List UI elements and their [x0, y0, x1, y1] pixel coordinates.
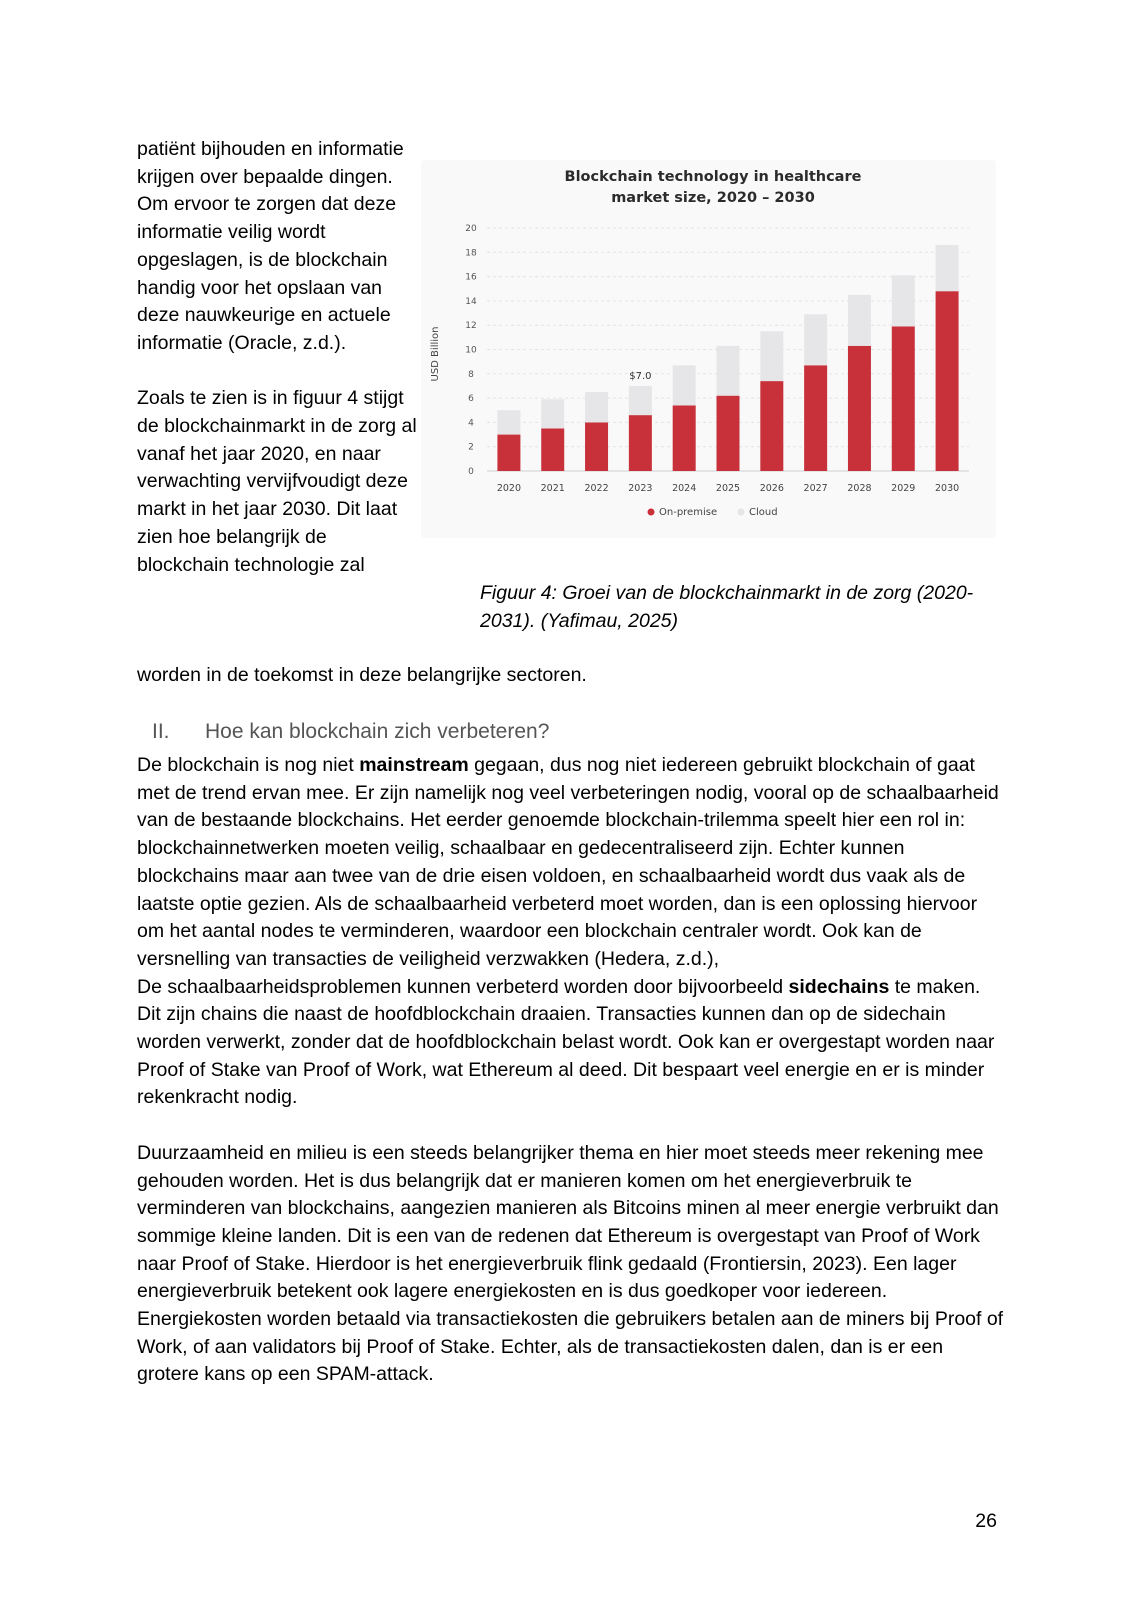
legend-entry: On-premise [659, 507, 718, 518]
x-tick-label: 2025 [715, 483, 741, 494]
bar-on-premise-2028 [848, 346, 871, 471]
x-tick-label: 2030 [934, 483, 960, 494]
x-tick-label: 2028 [847, 483, 872, 494]
bars [497, 245, 958, 471]
bar-cloud-2026 [760, 331, 783, 381]
bar-on-premise-2021 [541, 428, 564, 471]
y-tick-label: 0 [468, 467, 474, 477]
y-tick-label: 20 [465, 224, 477, 234]
bar-on-premise-2027 [804, 365, 827, 471]
bar-on-premise-2022 [585, 422, 608, 471]
paragraph-sidechains [137, 974, 1007, 1113]
x-tick-label: 2026 [759, 483, 784, 494]
annotations [629, 371, 651, 382]
x-tick-label: 2029 [891, 483, 916, 494]
paragraph-mainstream [137, 752, 1007, 974]
section-number: II. [152, 720, 170, 743]
bar-cloud-2029 [892, 275, 915, 326]
x-tick-labels [497, 483, 959, 494]
bar-on-premise-2025 [717, 396, 740, 471]
text-run: gegaan, dus nog niet iedereen gebruikt blockchain of gaat met de trend ervan mee. Er zijn namelijk nog veel verbeteringen nodig, vooral op de schaalbaarheid van de bestaande blockchains. Het eerder genoemde blockchain-trilemma speelt hier een rol in: blockchainnetwerken moeten veilig, schaalbaar en gedecentraliseerd zijn. Echter kunnen blockchains maar aan twee van de drie eisen voldoen, en schaalbaarheid wordt dus vaak als de laatste optie gezien. Als de schaalbaarheid verbeterd moet worden, dan is een oplossing hiervoor om het aantal nodes te verminderen, waardoor een blockchain centraler wordt. Ook kan de versnelling van transacties de veiligheid verzwakken (Hedera, z.d.), [137, 754, 999, 970]
legend-swatch [738, 509, 745, 516]
paragraph-sustainability: Duurzaamheid en milieu is een steeds belangrijker thema en hier moet steeds meer rekening mee gehouden worden. Het is dus belangrijk dat er manieren komen om het energieverbruik te verminderen van blockchains, aangezien manieren als Bitcoins minen al meer energie verbruikt dan sommige kleine landen. Dit is een van de redenen dat Ethereum is overgestapt van Proof of Work naar Proof of Stake. Hierdoor is het energieverbruik flink gedaald (Frontiersin, 2023). Een lager energieverbruik betekent ook lagere energiekosten en is dus goedkoper voor iedereen. Energiekosten worden betaald via transactiekosten die gebruikers betalen aan de miners bij Proof of Work, of aan validators bij Proof of Stake. Echter, als de transactiekosten dalen, dan is er een grotere kans op een SPAM-attack. [137, 1141, 1004, 1386]
y-tick-label: 10 [465, 345, 477, 356]
x-tick-label: 2027 [803, 483, 828, 494]
bar-on-premise-2030 [936, 291, 959, 471]
legend-swatch [648, 509, 655, 516]
bar-on-premise-2024 [673, 405, 696, 471]
bar-cloud-2024 [673, 365, 696, 405]
annotation-label: $7.0 [629, 370, 652, 382]
y-tick-labels [465, 224, 477, 477]
y-tick-label: 12 [465, 321, 477, 332]
x-tick-label: 2024 [672, 483, 697, 494]
y-tick-label: 16 [465, 272, 477, 283]
bar-on-premise-2020 [497, 435, 520, 471]
bar-cloud-2028 [848, 295, 871, 346]
bar-cloud-2030 [936, 245, 959, 291]
y-tick-label: 2 [468, 442, 474, 453]
bar-cloud-2021 [541, 399, 564, 428]
bar-on-premise-2026 [760, 381, 783, 471]
y-axis-label: USD Billion [430, 326, 441, 382]
text-run: De schaalbaarheidsproblemen kunnen verbeterd worden door bijvoorbeeld [137, 975, 789, 998]
body-text [137, 752, 1007, 1389]
y-tick-label: 6 [468, 394, 474, 405]
legend [648, 507, 778, 518]
y-tick-label: 14 [465, 296, 477, 307]
bar-cloud-2025 [717, 346, 740, 396]
figure-caption: Figuur 4: Groei van de blockchainmarkt in de zorg (2020-2031). (Yafimau, 2025) [480, 582, 974, 632]
x-tick-label: 2023 [628, 483, 653, 494]
chart-title-line1: Blockchain technology in healthcare [564, 169, 862, 185]
chart-title-line2: market size, 2020 – 2030 [611, 190, 815, 206]
text-run: te maken. Dit zijn chains die naast de hoofdblockchain draaien. Transacties kunnen dan op de sidechain worden verwerkt, zonder dat de hoofdblockchain belast wordt. Ook kan er overgestapt worden naar Proof of Stake van Proof of Work, wat Ethereum al deed. Dit bespaart veel energie en er is minder rekenkracht nodig. [137, 975, 995, 1109]
x-tick-label: 2021 [540, 483, 565, 494]
paragraph-gap [137, 358, 417, 386]
paragraph-gap [137, 1112, 1007, 1140]
legend-entry: Cloud [749, 507, 778, 518]
bar-cloud-2027 [804, 314, 827, 365]
text-run: De blockchain is nog niet [137, 754, 360, 776]
section-heading [152, 718, 549, 746]
bar-cloud-2023 [629, 386, 652, 415]
bold-term-mainstream: mainstream [359, 754, 469, 776]
bar-on-premise-2023 [629, 415, 652, 471]
bar-on-premise-2029 [892, 326, 915, 471]
bar-cloud-2020 [497, 410, 520, 434]
bold-term-sidechains: sidechains [788, 975, 890, 998]
bar-cloud-2022 [585, 392, 608, 422]
x-tick-label: 2020 [496, 483, 522, 494]
side-column-text [137, 136, 417, 579]
chart-figure [421, 160, 996, 538]
y-tick-label: 4 [468, 418, 474, 429]
page-number: 26 [975, 1510, 997, 1532]
y-tick-label: 18 [465, 248, 477, 259]
x-tick-label: 2022 [584, 483, 609, 494]
paragraph-figure-reference-tail: worden in de toekomst in deze belangrijke sectoren. [137, 664, 587, 686]
paragraph-patient-info: patiënt bijhouden en informatie krijgen over bepaalde dingen. Om ervoor te zorgen dat deze informatie veilig wordt opgeslagen, is de blockchain handig voor het opslaan van deze nauwkeurige en actuele informatie (Oracle, z.d.). [137, 138, 404, 354]
section-title: Hoe kan blockchain zich verbeteren? [205, 720, 550, 743]
bar-chart [421, 160, 996, 538]
y-tick-label: 8 [468, 369, 474, 380]
paragraph-figure-reference: Zoals te zien is in figuur 4 stijgt de blockchainmarkt in de zorg al vanaf het jaar 2020, en naar verwachting vervijfvoudigt deze markt in het jaar 2030. Dit laat zien hoe belangrijk de blockchain technologie zal [137, 387, 417, 576]
